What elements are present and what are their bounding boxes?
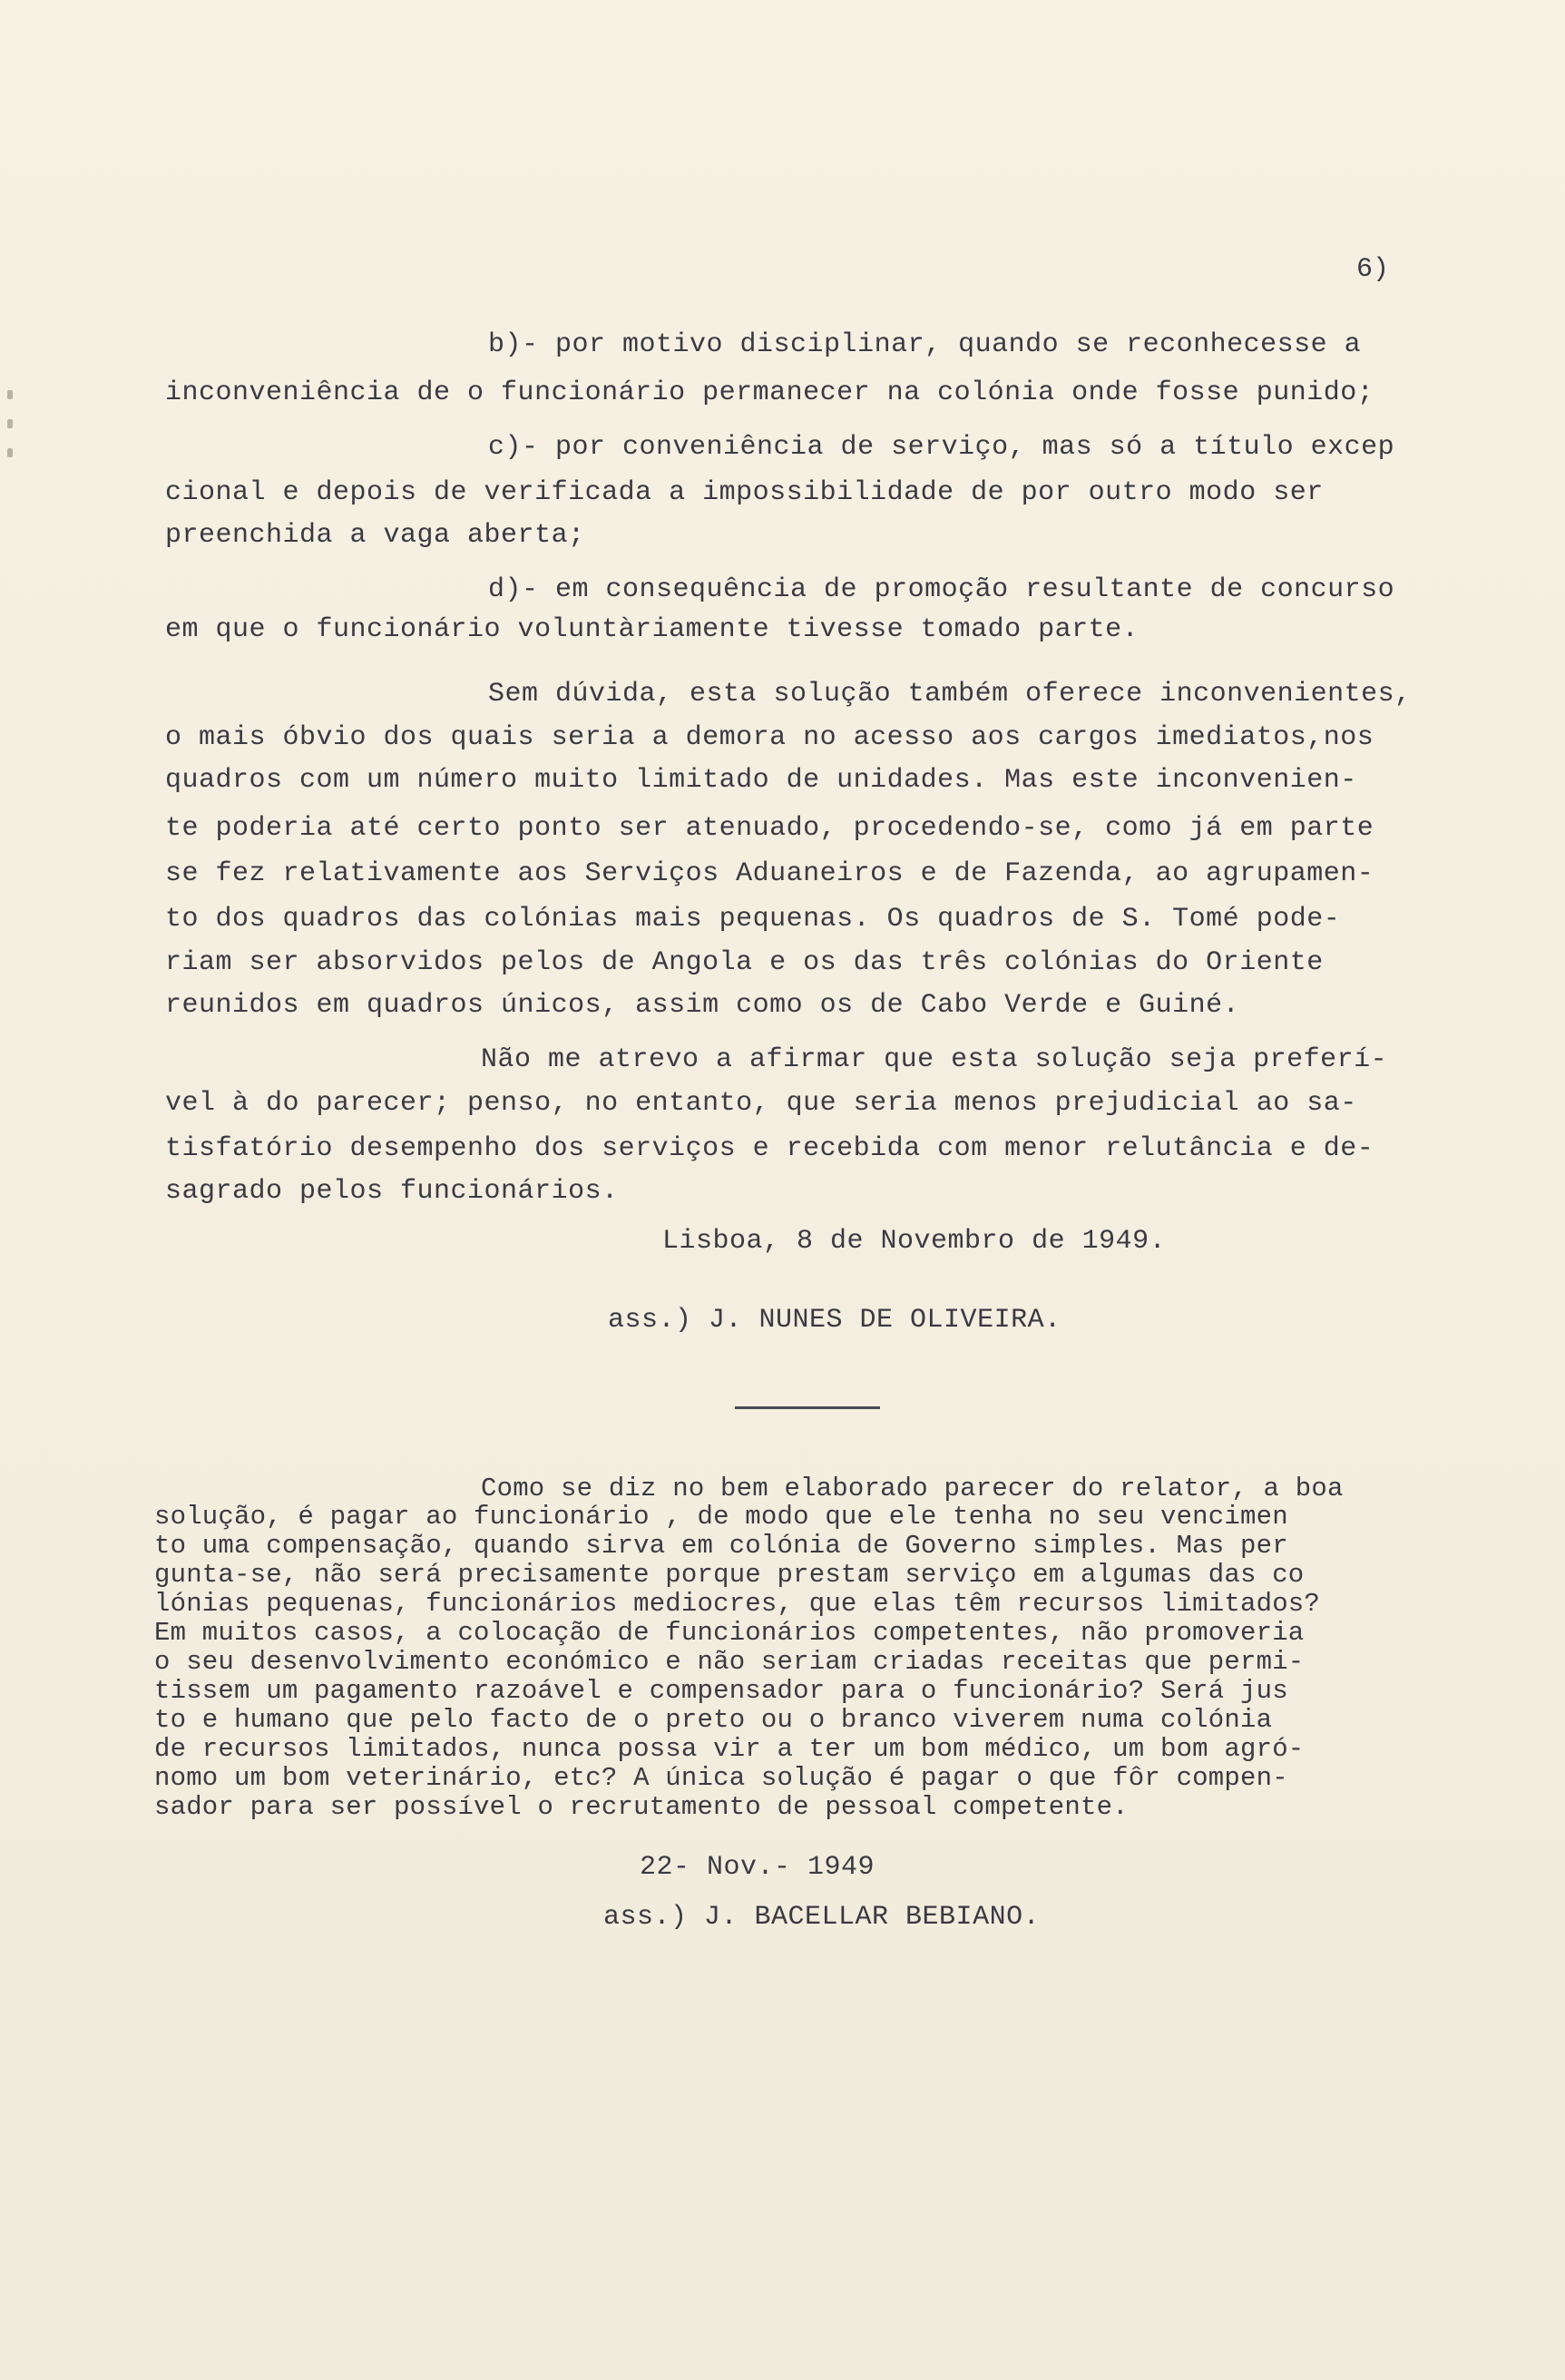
text-line: b)- por motivo disciplinar, quando se reconhecesse a bbox=[488, 329, 1362, 360]
text-line: cional e depois de verificada a impossibilidade de por outro modo ser bbox=[165, 477, 1324, 508]
text-line: o mais óbvio dos quais seria a demora no acesso aos cargos imediatos,nos bbox=[165, 722, 1374, 753]
text-line: to uma compensação, quando sirva em colónia de Governo simples. Mas per bbox=[154, 1531, 1288, 1561]
text-line: de recursos limitados, nunca possa vir a ter um bom médico, um bom agró- bbox=[154, 1734, 1305, 1764]
text-line: se fez relativamente aos Serviços Aduaneiros e de Fazenda, ao agrupamen- bbox=[165, 858, 1374, 889]
text-line: quadros com um número muito limitado de unidades. Mas este inconvenien- bbox=[165, 765, 1357, 796]
date-line: 22- Nov.- 1949 bbox=[640, 1852, 875, 1883]
text-line: Em muitos casos, a colocação de funcionários competentes, não promoveria bbox=[154, 1618, 1305, 1648]
text-line: d)- em consequência de promoção resultante de concurso bbox=[488, 574, 1395, 605]
signature: ass.) J. NUNES DE OLIVEIRA. bbox=[608, 1305, 1061, 1336]
text-line: Não me atrevo a afirmar que esta solução seja preferí- bbox=[481, 1044, 1388, 1075]
text-line: to e humano que pelo facto de o preto ou o branco viverem numa colónia bbox=[154, 1705, 1273, 1735]
punch-marks bbox=[7, 390, 25, 477]
text-line: inconveniência de o funcionário permanecer na colónia onde fosse punido; bbox=[165, 377, 1374, 408]
date-line: Lisboa, 8 de Novembro de 1949. bbox=[662, 1226, 1167, 1257]
text-line: preenchida a vaga aberta; bbox=[165, 520, 585, 551]
text-line: tisfatório desempenho dos serviços e recebida com menor relutância e de- bbox=[165, 1133, 1374, 1164]
text-line: Como se diz no bem elaborado parecer do relator, a boa bbox=[481, 1474, 1344, 1503]
text-line: vel à do parecer; penso, no entanto, que seria menos prejudicial ao sa- bbox=[165, 1088, 1357, 1119]
text-line: nomo um bom veterinário, etc? A única solução é pagar o que fôr compen- bbox=[154, 1763, 1288, 1793]
text-line: sador para ser possível o recrutamento de pessoal competente. bbox=[154, 1792, 1129, 1822]
text-line: tissem um pagamento razoável e compensador para o funcionário? Será jus bbox=[154, 1676, 1288, 1706]
text-line: gunta-se, não será precisamente porque prestam serviço em algumas das co bbox=[154, 1560, 1305, 1590]
text-line: Sem dúvida, esta solução também oferece inconvenientes, bbox=[488, 679, 1412, 710]
section-divider bbox=[735, 1406, 880, 1409]
text-line: c)- por conveniência de serviço, mas só a título excep bbox=[488, 432, 1395, 463]
page-number: 6) bbox=[1356, 254, 1390, 285]
text-line: sagrado pelos funcionários. bbox=[165, 1176, 619, 1207]
text-line: riam ser absorvidos pelos de Angola e os das três colónias do Oriente bbox=[165, 947, 1324, 978]
text-line: lónias pequenas, funcionários mediocres, que elas têm recursos limitados? bbox=[154, 1589, 1321, 1619]
text-line: o seu desenvolvimento económico e não seriam criadas receitas que permi- bbox=[154, 1647, 1305, 1677]
text-line: em que o funcionário voluntàriamente tivesse tomado parte. bbox=[165, 614, 1140, 645]
text-line: te poderia até certo ponto ser atenuado, procedendo-se, como já em parte bbox=[165, 813, 1374, 844]
signature: ass.) J. BACELLAR BEBIANO. bbox=[603, 1902, 1041, 1933]
text-line: reunidos em quadros únicos, assim como os de Cabo Verde e Guiné. bbox=[165, 990, 1240, 1021]
text-line: to dos quadros das colónias mais pequenas. Os quadros de S. Tomé pode- bbox=[165, 904, 1341, 935]
text-line: solução, é pagar ao funcionário , de modo que ele tenha no seu vencimen bbox=[154, 1502, 1288, 1532]
